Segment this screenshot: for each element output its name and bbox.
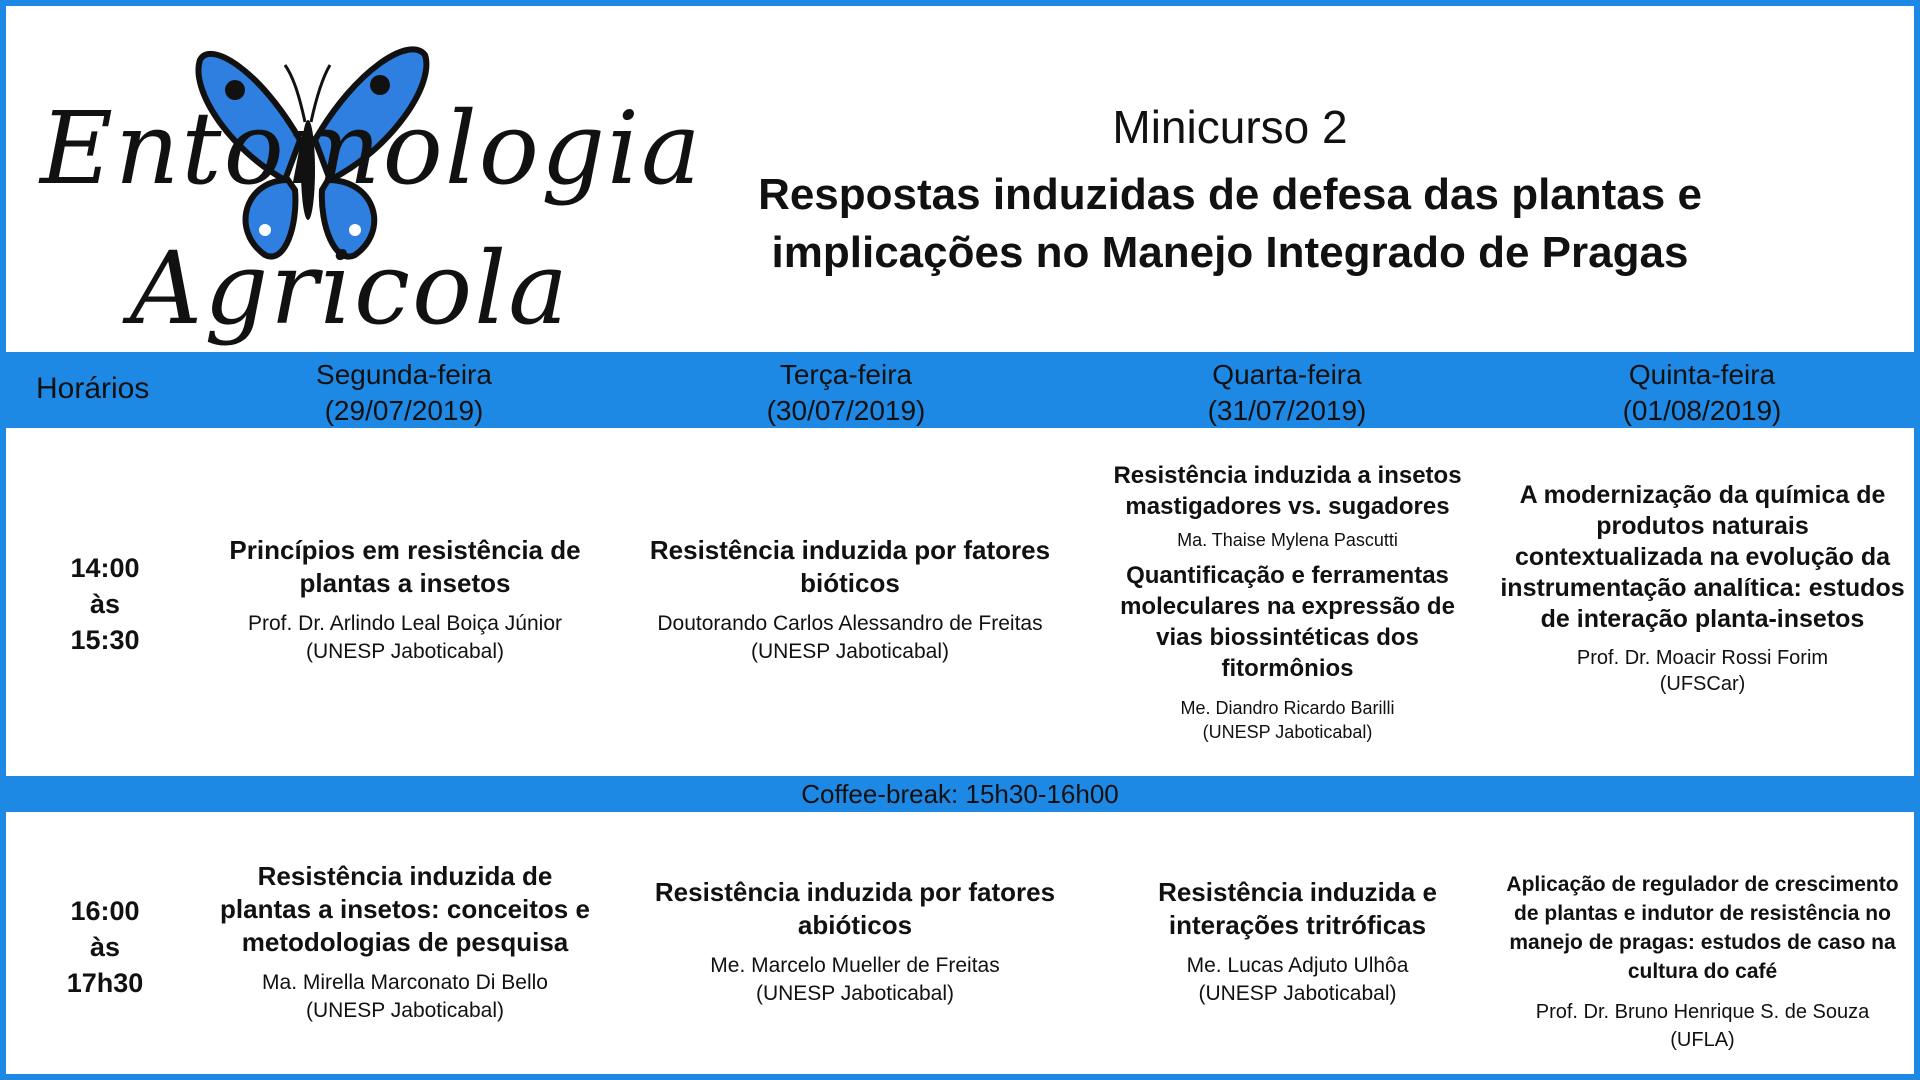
talk-title: Resistência induzida e interações tritróficas	[1158, 877, 1437, 940]
session-2-tuesday	[650, 876, 1060, 1008]
speaker-org: (UNESP Jaboticabal)	[1202, 722, 1373, 742]
time-end: 17h30	[66, 968, 144, 998]
day-name: Quarta-feira	[1212, 359, 1362, 390]
time-separator: às	[89, 932, 121, 962]
talk-title: Aplicação de regulador de crescimento de plantas e indutor de resistência no manejo de pragas: estudos de caso na cultura do café	[1506, 873, 1899, 983]
logo	[30, 30, 703, 350]
talk-title: Resistência induzida por fatores bióticos	[649, 535, 1051, 598]
speaker-org: (UFSCar)	[1659, 673, 1746, 695]
time-start: 16:00	[70, 896, 140, 926]
coffee-break-band: Coffee-break: 15h30-16h00	[6, 776, 1914, 812]
time-end: 15:30	[70, 625, 140, 655]
speaker-name: Prof. Dr. Bruno Henrique S. de Souza	[1535, 1001, 1870, 1023]
session-1-time	[40, 550, 170, 658]
day-date: (30/07/2019)	[766, 395, 926, 426]
talk-speaker-1: Ma. Thaise Mylena Pascutti	[1177, 530, 1398, 550]
day-name: Quinta-feira	[1628, 359, 1776, 390]
speaker-org: (UNESP Jaboticabal)	[305, 640, 505, 663]
course-title-line-2: implicações no Manejo Integrado de Pragas	[771, 228, 1689, 277]
session-2-time	[40, 893, 170, 1001]
horarios-label: Horários	[36, 372, 150, 405]
talk-title: Resistência induzida por fatores abióticos	[654, 877, 1056, 940]
talk-title: Resistência induzida de plantas a insetos: conceitos e metodologias de pesquisa	[220, 861, 590, 957]
speaker-name: Doutorando Carlos Alessandro de Freitas	[657, 612, 1043, 635]
day-date: (29/07/2019)	[324, 395, 484, 426]
speaker-org: (UNESP Jaboticabal)	[1198, 982, 1397, 1005]
logo-line-1: Entomologia	[40, 90, 703, 207]
speaker-name: Me. Diandro Ricardo Barilli	[1180, 698, 1395, 718]
day-date: (31/07/2019)	[1207, 395, 1367, 426]
session-1-tuesday	[640, 534, 1060, 666]
course-title-line-1: Respostas induzidas de defesa das plantas e	[758, 170, 1702, 219]
time-start: 14:00	[70, 553, 140, 583]
talk-speaker	[1135, 952, 1460, 1008]
day-header-thursday	[1522, 357, 1882, 429]
course-subtitle: Minicurso 2	[1112, 101, 1348, 153]
speaker-org: (UNESP Jaboticabal)	[305, 999, 505, 1022]
speaker-org: (UFLA)	[1670, 1029, 1735, 1051]
talk-title-1: Resistência induzida a insetos mastigadores vs. sugadores	[1113, 462, 1462, 520]
speaker-name: Prof. Dr. Moacir Rossi Forim	[1576, 647, 1829, 669]
session-1-thursday	[1500, 480, 1905, 697]
talk-speaker	[1500, 645, 1905, 697]
day-name: Segunda-feira	[316, 359, 492, 390]
talk-speaker	[1500, 998, 1905, 1054]
talk-title-2: Quantificação e ferramentas moleculares na expressão de vias biossintéticas dos fitormônios	[1120, 562, 1455, 682]
logo-line-2: Agricola	[130, 230, 570, 347]
page-header	[640, 100, 1820, 282]
session-2-monday	[210, 860, 600, 1025]
day-header-monday	[224, 357, 584, 429]
session-2-wednesday	[1135, 876, 1460, 1008]
time-separator: às	[89, 589, 121, 619]
day-header-wednesday	[1107, 357, 1467, 429]
session-1-wednesday	[1105, 460, 1470, 744]
day-date: (01/08/2019)	[1622, 395, 1782, 426]
speaker-name: Me. Marcelo Mueller de Freitas	[710, 954, 1000, 977]
talk-speaker	[650, 952, 1060, 1008]
speaker-org: (UNESP Jaboticabal)	[750, 640, 950, 663]
talk-speaker	[640, 610, 1060, 666]
day-header-tuesday	[666, 357, 1026, 429]
speaker-name: Me. Lucas Adjuto Ulhôa	[1186, 954, 1409, 977]
speaker-org: (UNESP Jaboticabal)	[755, 982, 955, 1005]
speaker-name: Prof. Dr. Arlindo Leal Boiça Júnior	[248, 612, 562, 635]
talk-title: A modernização da química de produtos naturais contextualizada na evolução da instrumentação analítica: estudos de interação planta-insetos	[1500, 481, 1905, 633]
session-2-thursday	[1500, 870, 1905, 1054]
session-1-monday	[210, 534, 600, 666]
talk-speaker	[210, 969, 600, 1025]
course-title	[640, 166, 1820, 282]
talk-speaker-2	[1105, 696, 1470, 744]
talk-speaker	[210, 610, 600, 666]
day-name: Terça-feira	[779, 359, 913, 390]
talk-title: Princípios em resistência de plantas a insetos	[229, 535, 581, 598]
speaker-name: Ma. Mirella Marconato Di Bello	[262, 971, 548, 994]
